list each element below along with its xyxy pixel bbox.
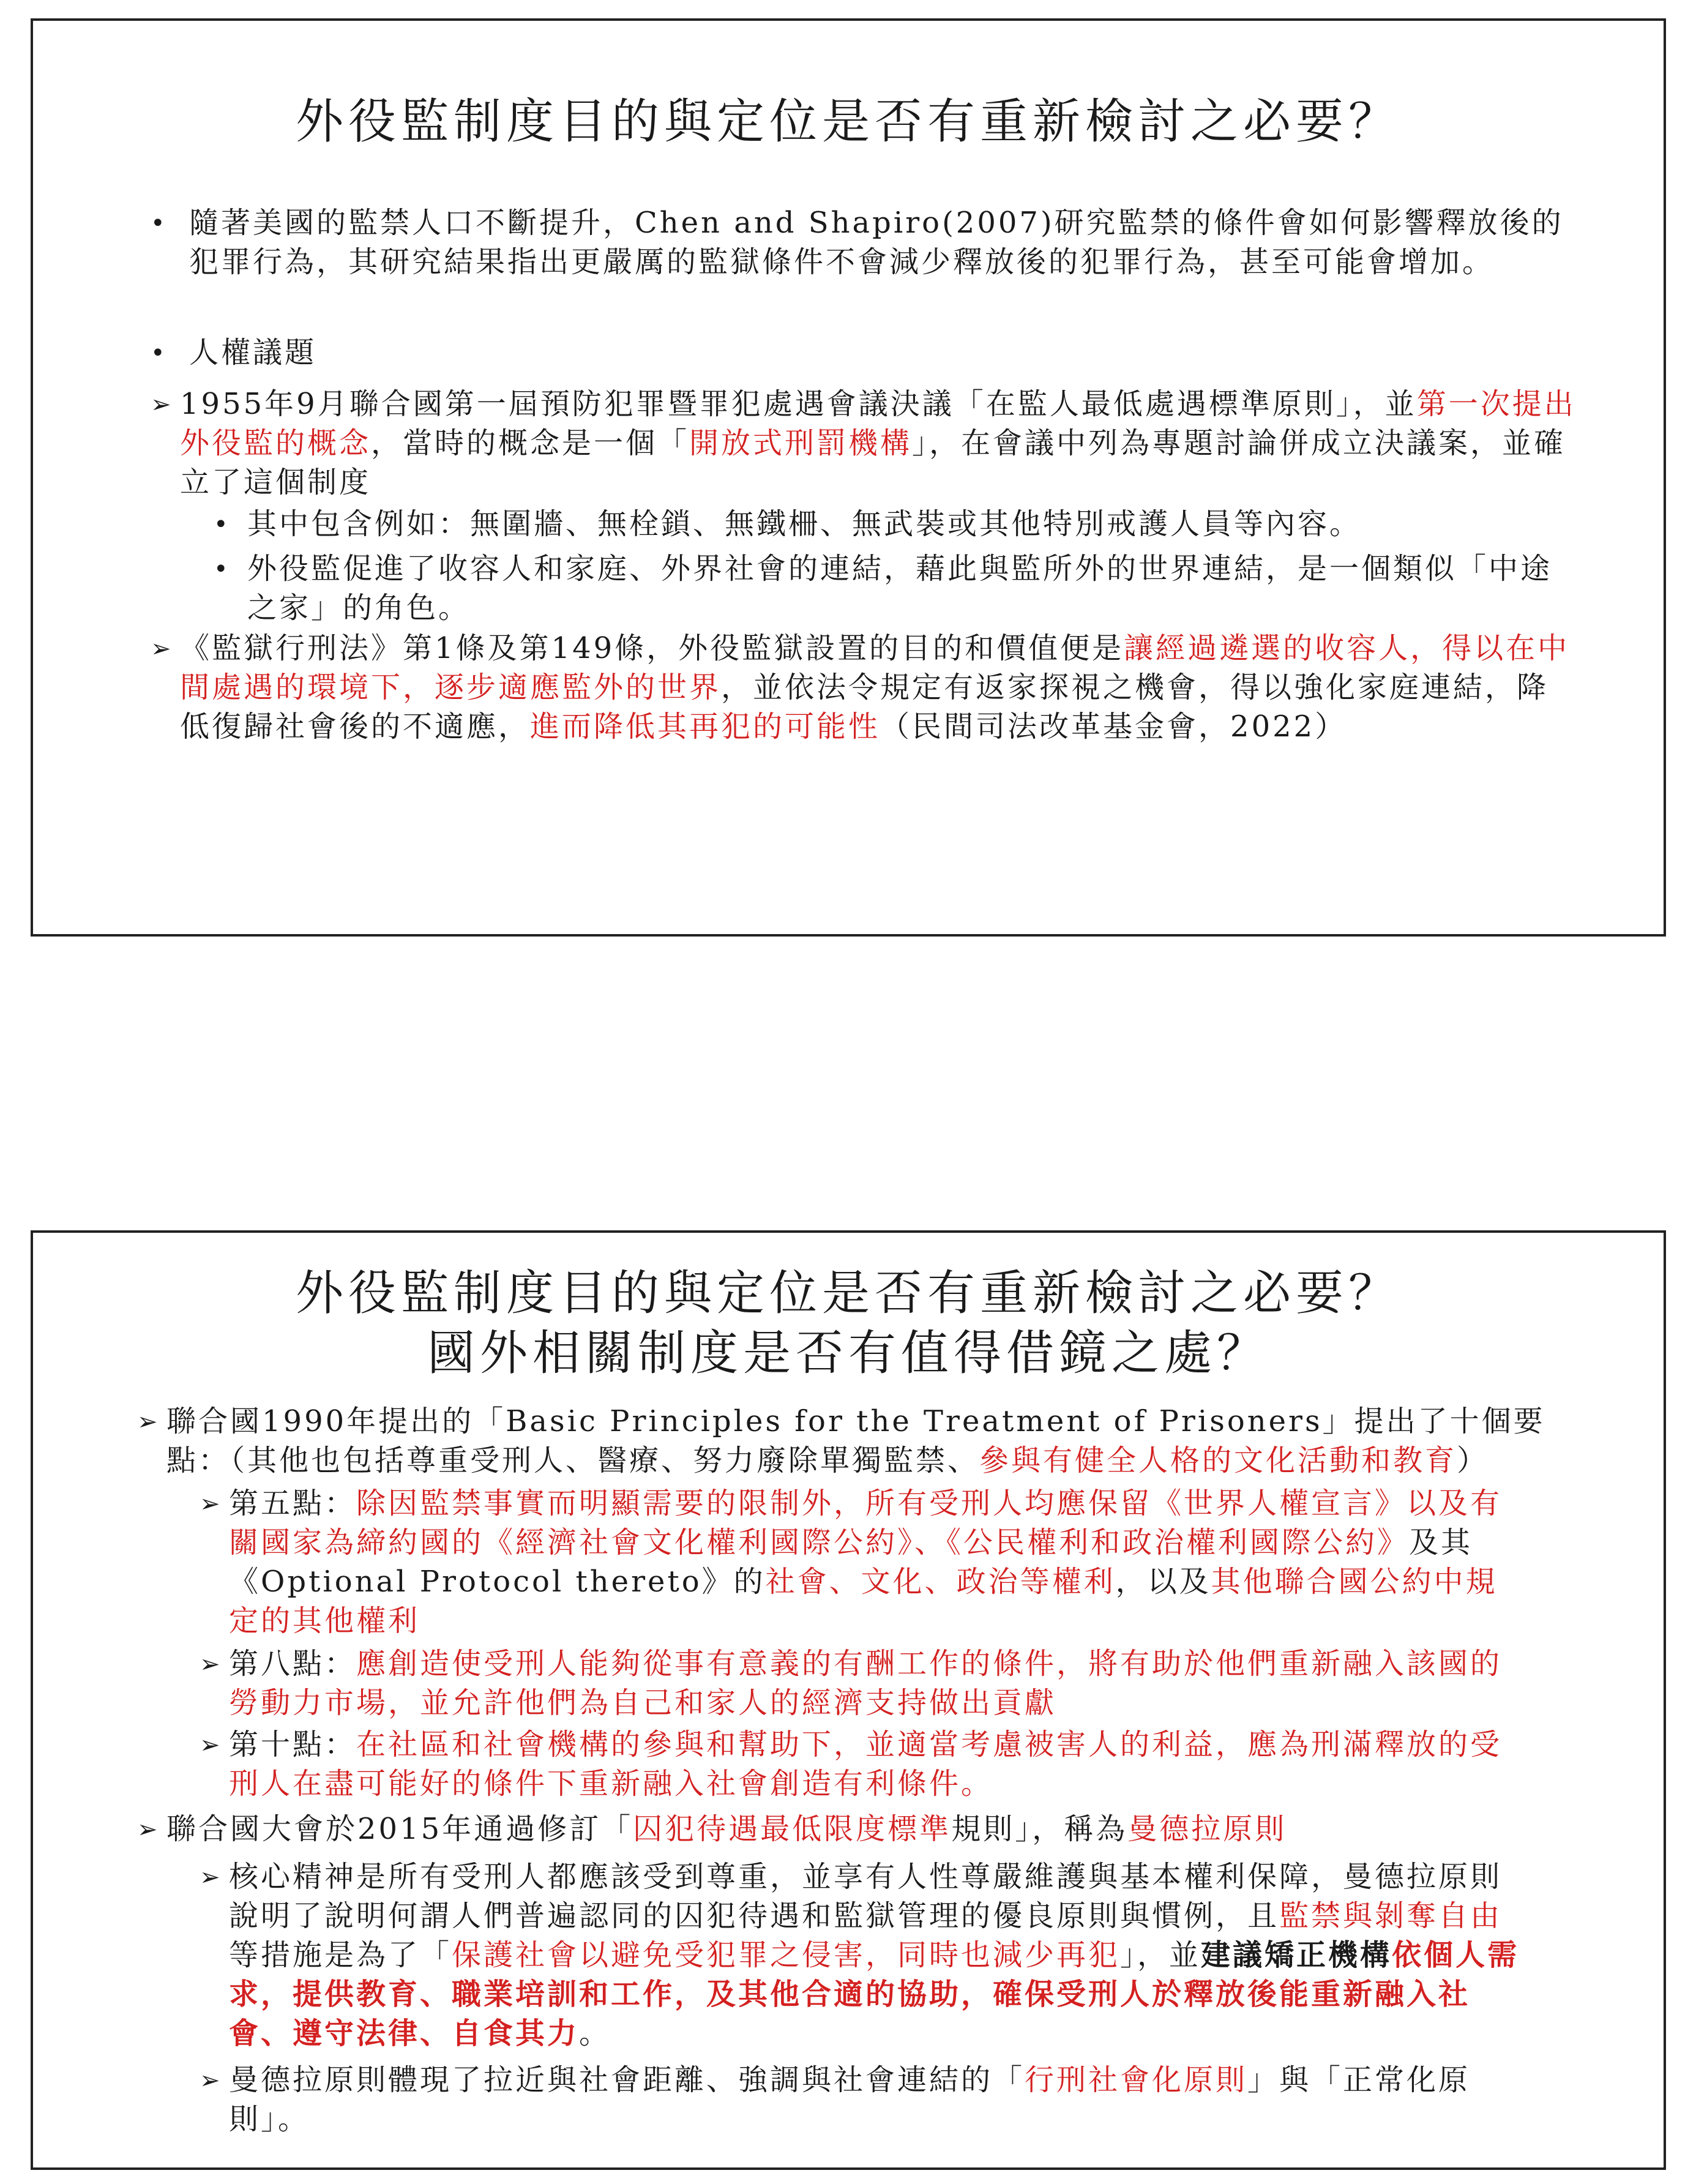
slide-2-title-line-1: 外役監制度目的與定位是否有重新檢討之必要？: [295, 1266, 1401, 1321]
highlight-text: 社會、文化、政治等權利: [765, 1565, 1116, 1599]
highlight-text: 行刑社會化原則: [1025, 2063, 1248, 2097]
highlight-text: 第一次提出外役監的概念: [180, 387, 1576, 460]
text-segment: 」，並: [1120, 1938, 1201, 1972]
highlight-text: 應創造使受刑人能夠從事有意義的有酬工作的條件，將有助於他們重新融入該國的勞動力市場，並允許他們為自己和家人的經濟支持做出貢獻: [229, 1647, 1503, 1720]
arrow-bullet-icon: ➢: [200, 1731, 220, 1759]
bullet-dot: •: [214, 510, 228, 539]
highlight-text: 囚犯待遇最低限度標準: [633, 1812, 952, 1846]
paragraph-mandela-rules: [166, 1809, 1586, 1849]
highlight-text: 保護社會以避免受犯罪之侵害，同時也減少再犯: [452, 1938, 1121, 1972]
text-segment: 規則」，稱為: [951, 1812, 1128, 1846]
arrow-bullet-icon: ➢: [137, 1408, 158, 1436]
slide-1-title: 外役監制度目的與定位是否有重新檢討之必要？: [295, 94, 1401, 149]
slide-2-title-line-2: 國外相關制度是否有值得借鏡之處？: [427, 1326, 1269, 1381]
arrow-bullet-icon: ➢: [200, 1490, 220, 1518]
bullet-dot: •: [214, 555, 228, 583]
text-segment: 及其《Optional Protocol thereto》的: [229, 1525, 1473, 1599]
paragraph-basic-principles: [166, 1402, 1586, 1480]
highlight-text: 參與有健全人格的文化活動和教育: [979, 1443, 1457, 1478]
bullet-dot: •: [151, 209, 165, 237]
text-segment: 聯合國1990年提出的「Basic Principles for the Treatment of Prisoners」提出了十個要點：（其他也包括尊重受刑人、醫療、努力廢除單獨監禁、: [166, 1404, 1545, 1478]
bold-text: 建議矯正機構: [1201, 1938, 1392, 1972]
highlight-text: 開放式刑罰機構: [689, 426, 913, 460]
text-segment: 第五點：: [229, 1486, 357, 1520]
text-segment: ）: [1457, 1443, 1489, 1478]
paragraph-core-spirit: [229, 1857, 1520, 2053]
text-segment: 聯合國大會於2015年通過修訂「: [166, 1812, 633, 1846]
text-segment: 曼德拉原則體現了拉近與社會距離、強調與社會連結的「: [229, 2063, 1025, 2097]
highlight-text: 讓經過遴選的收容人，得以在中間處遇的環境下，逐步適應監外的世界: [180, 631, 1570, 705]
text-segment: 第十點：: [229, 1727, 357, 1762]
paragraph-prison-act: [180, 629, 1578, 746]
paragraph-point-eight: [229, 1644, 1520, 1722]
highlight-text: 其他聯合國公約中規定的其他權利: [229, 1565, 1498, 1638]
text-segment: （民間司法改革基金會，2022）: [880, 709, 1347, 744]
text-segment: 《監獄行刑法》第1條及第149條，外役監獄設置的目的和價值便是: [180, 631, 1124, 665]
paragraph-halfway-house: 外役監促進了收容人和家庭、外界社會的連結，藉此與監所外的世界連結，是一個類似「中途之家」的角色。: [247, 552, 1553, 625]
text-segment: 第八點：: [229, 1647, 357, 1681]
slide-2: [31, 1230, 1666, 2170]
text-segment: 。: [579, 2016, 611, 2051]
text-segment: 核心精神是所有受刑人都應該受到尊重，並享有人性尊嚴維護與基本權利保障，曼德拉原則說明了說明何謂人們普遍認同的囚犯待遇和監獄管理的優良原則與慣例，且: [229, 1860, 1503, 1933]
text-segment: ，以及: [1115, 1565, 1211, 1599]
highlight-text: 在社區和社會機構的參與和幫助下，並適當考慮被害人的利益，應為刑滿釋放的受刑人在盡可能好的條件下重新融入社會創造有利條件。: [229, 1727, 1503, 1801]
arrow-bullet-icon: ➢: [200, 1863, 220, 1891]
paragraph-human-rights: 人權議題: [189, 335, 317, 370]
bullet-dot: •: [151, 339, 165, 367]
arrow-bullet-icon: ➢: [151, 635, 171, 663]
arrow-bullet-icon: ➢: [137, 1816, 158, 1844]
arrow-bullet-icon: ➢: [200, 2066, 220, 2095]
paragraph-1955-un: [180, 384, 1578, 502]
text-segment: 」與「正常化原則」。: [229, 2063, 1471, 2136]
paragraph-point-ten: [229, 1725, 1520, 1803]
arrow-bullet-icon: ➢: [200, 1650, 220, 1678]
text-segment: 1955年9月聯合國第一屆預防犯罪暨罪犯處遇會議決議「在監人最低處遇標準原則」，並: [180, 387, 1417, 421]
paragraph-chen-shapiro: 隨著美國的監禁人口不斷提升，Chen and Shapiro(2007)研究監禁的條件會如何影響釋放後的犯罪行為，其研究結果指出更嚴厲的監獄條件不會減少釋放後的犯罪行為，甚至可能會增加。: [189, 206, 1564, 279]
text-segment: 」，在會議中列為專題討論併成立決議案，並確立了這個制度: [180, 426, 1566, 499]
paragraph-socialization: [229, 2060, 1520, 2139]
slide-1: [31, 18, 1666, 937]
text-segment: ，當時的概念是一個「: [371, 426, 690, 460]
paragraph-no-walls: 其中包含例如：無圍牆、無栓鎖、無鐵柵、無武裝或其他特別戒護人員等內容。: [247, 507, 1362, 541]
text-segment: 等措施是為了「: [229, 1938, 452, 1972]
text-segment: ，並依法令規定有返家探視之機會，得以強化家庭連結，降低復歸社會後的不適應，: [180, 670, 1549, 744]
highlight-text: 進而降低其再犯的可能性: [530, 709, 881, 744]
highlight-text: 曼德拉原則: [1127, 1812, 1287, 1846]
paragraph-point-five: [229, 1484, 1520, 1640]
arrow-bullet-icon: ➢: [151, 391, 171, 419]
highlight-text: 監禁與剝奪自由: [1279, 1899, 1503, 1933]
highlight-text: 除因監禁事實而明顯需要的限制外，所有受刑人均應保留《世界人權宣言》以及有關國家為締約國的《經濟社會文化權利國際公約》、《公民權利和政治權利國際公約》: [229, 1486, 1503, 1560]
highlight-bold-text: 依個人需求，提供教育、職業培訓和工作，及其他合適的協助，確保受刑人於釋放後能重新融入社會、遵守法律、自食其力: [229, 1938, 1520, 2051]
